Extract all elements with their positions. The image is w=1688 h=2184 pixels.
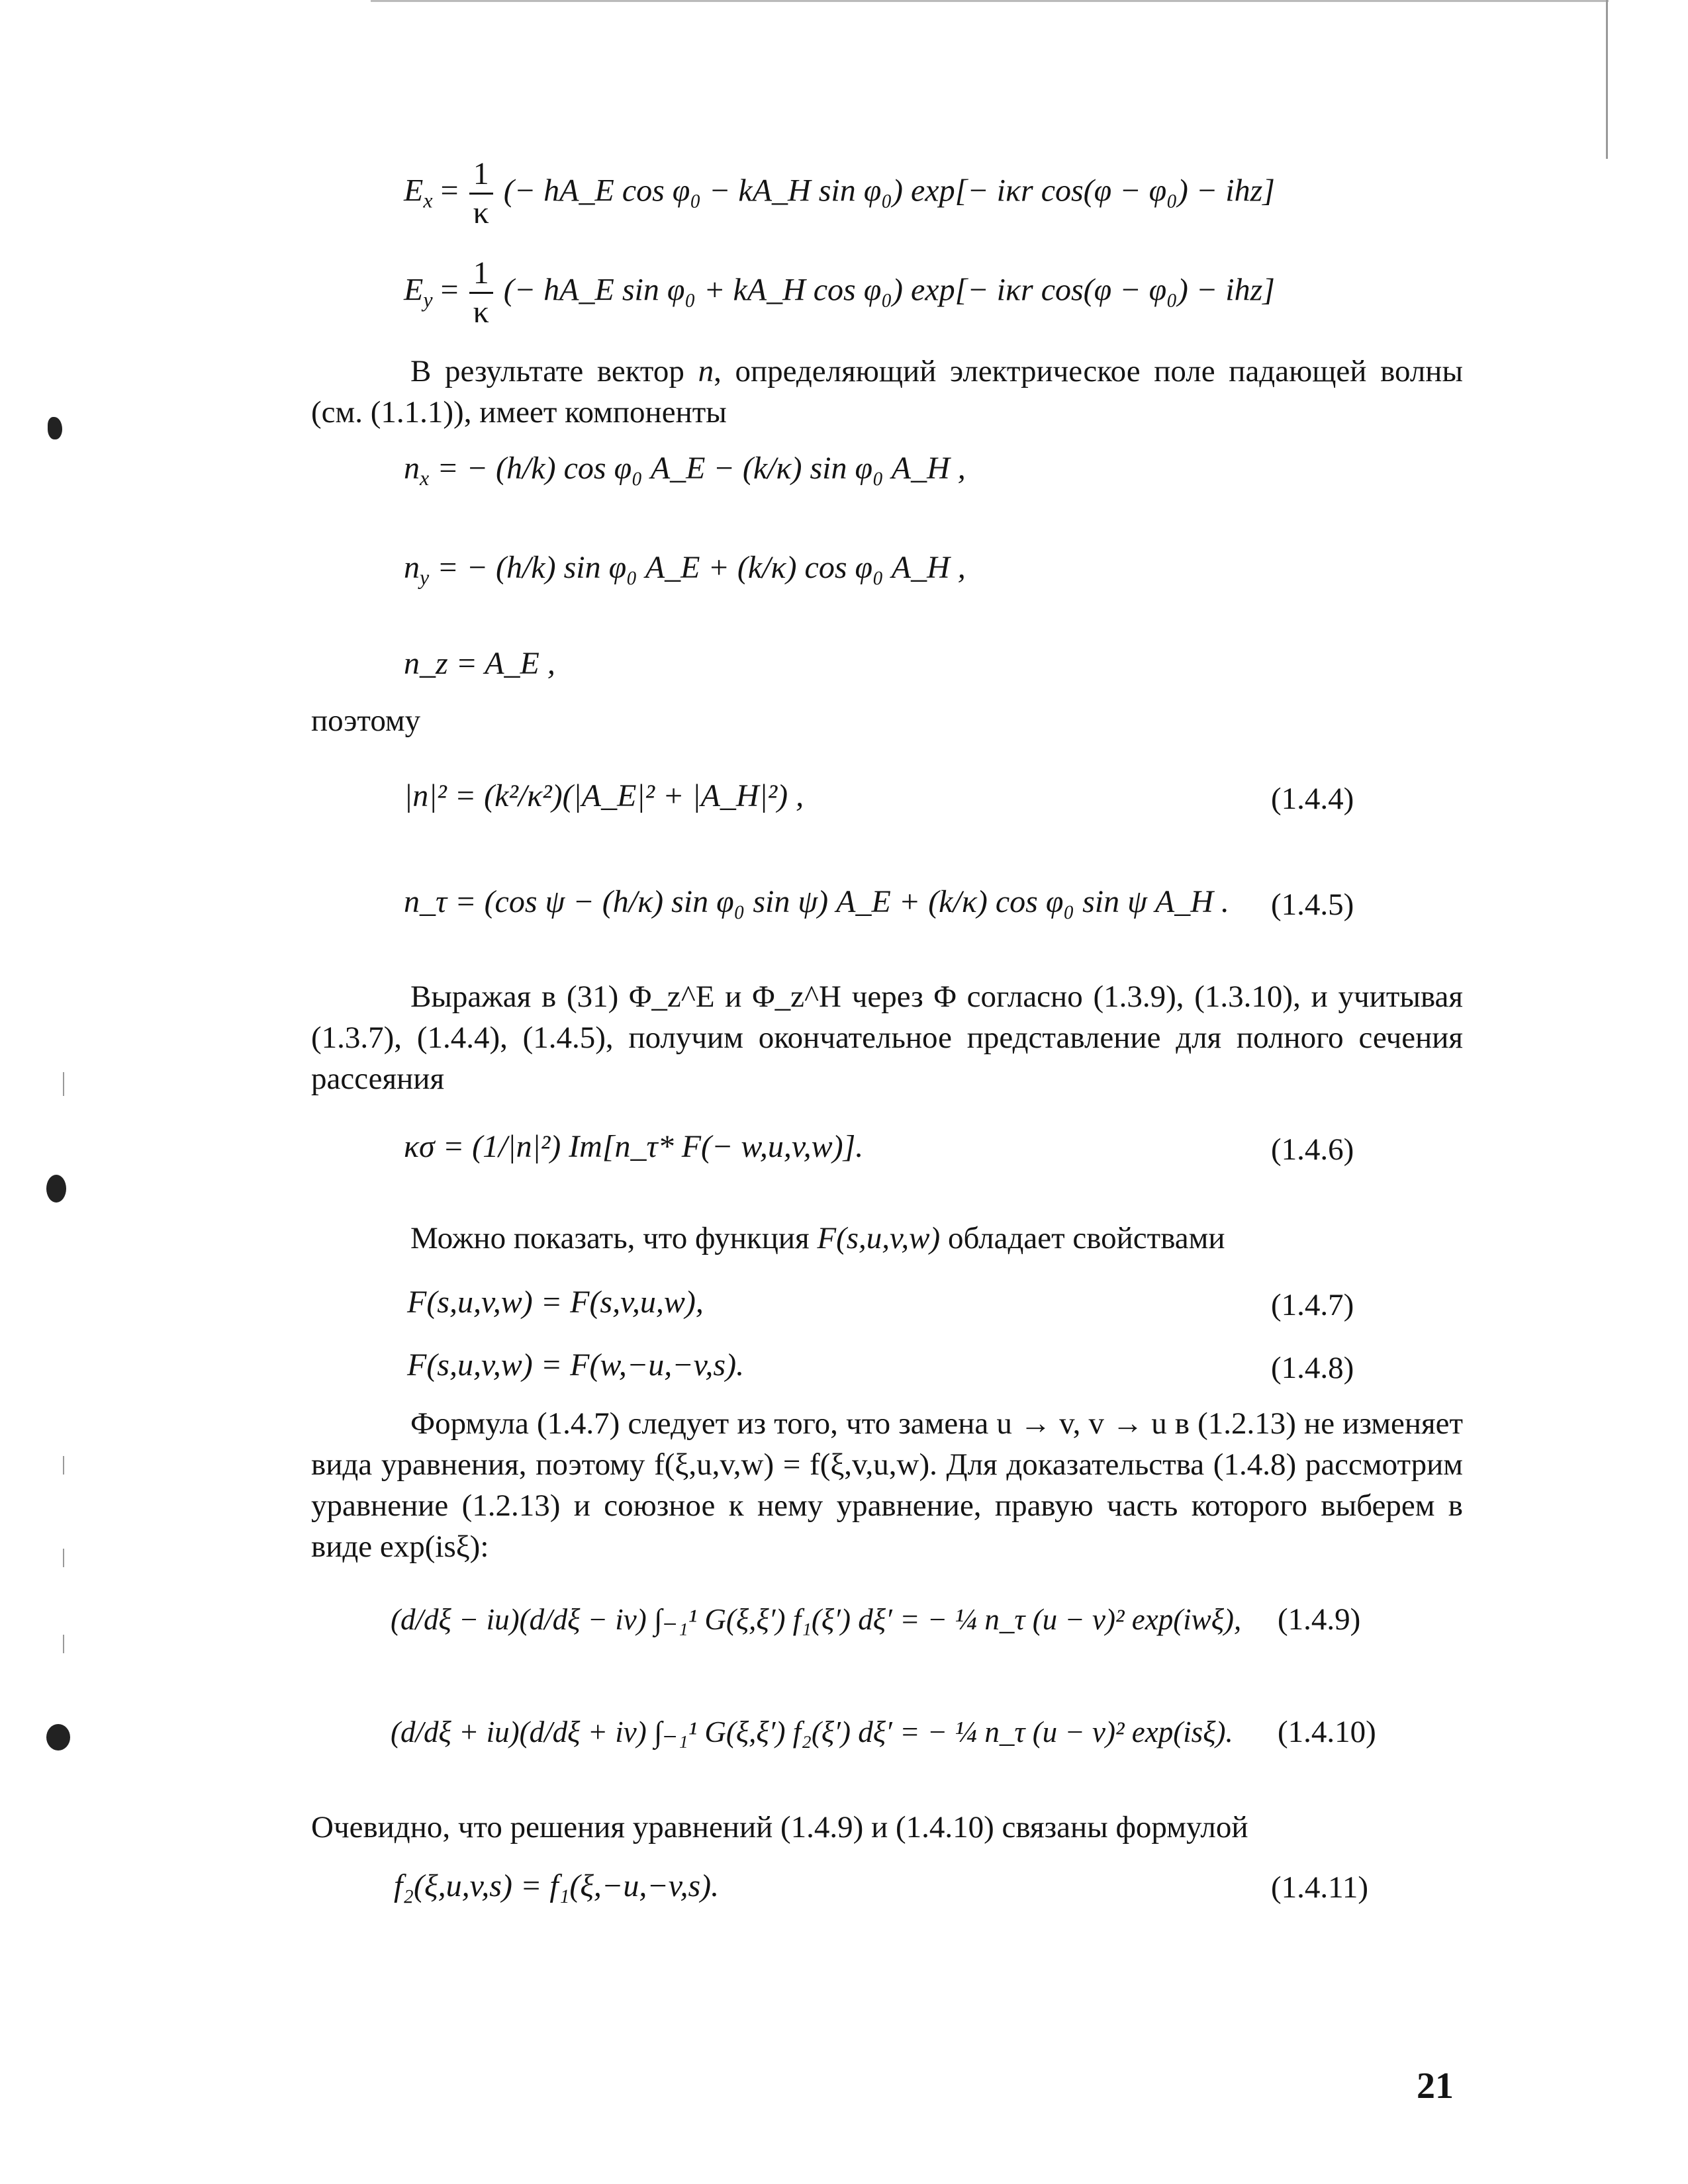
equation-ny: $n_y$ = − (h/k) sin φ₀ A_E + (k/κ) cos φ₀ A_H ,: [404, 550, 966, 589]
scan-tick-4: [63, 1635, 64, 1653]
p4-f: F(s,u,v,w): [817, 1221, 941, 1255]
equation-ex: $E_x$ = $\frac{1}{\kappa}$ (− hA_E cos φ₀ − kA_H sin φ₀) exp[− iκr cos(φ − φ₀) − ihz]: [404, 156, 1275, 230]
paragraph-formula: [311, 1403, 1463, 1567]
eq144-text: |n|² = (k²/κ²)(|A_E|² + |A_H|²) ,: [404, 778, 804, 813]
equation-1-4-7: [407, 1284, 704, 1320]
eqno-1-4-10: (1.4.10): [1278, 1715, 1376, 1749]
p4-a: Можно показать, что функция: [410, 1221, 810, 1255]
p3-text: Выражая в (31) Φ_z^E и Φ_z^H через Φ согласно (1.3.9), (1.3.10), и учитывая (1.3.7), (1.4.4), (1.4.5), получим окончательное представление для полного сечения рассеяния: [311, 979, 1463, 1096]
paragraph-expressing: [311, 976, 1463, 1099]
p1-text: В результате вектор: [410, 354, 684, 388]
ey-sub: y: [423, 287, 433, 312]
eqno-1-4-7: (1.4.7): [1271, 1288, 1354, 1322]
paragraph-therefore: поэтому: [311, 704, 421, 738]
scan-mark-1: [48, 417, 62, 439]
scan-tick-1: [63, 1072, 64, 1096]
page-right-border: [1606, 0, 1608, 159]
p4-b: обладает свойствами: [947, 1221, 1225, 1255]
paragraph-function-properties: [311, 1218, 1463, 1259]
ex-sub: x: [423, 188, 433, 212]
equation-1-4-11: [394, 1868, 719, 1904]
ny-rhs: = − (h/k) sin φ₀ A_E + (k/κ) cos φ₀ A_H ,: [437, 550, 966, 585]
eq146-text: κσ = (1/|n|²) Im[n_τ* F(− w,u,v,w)].: [404, 1129, 864, 1164]
equation-1-4-6: [404, 1128, 863, 1165]
scan-tick-3: [63, 1549, 64, 1567]
equation-1-4-9: [391, 1602, 1241, 1637]
equation-nx: $n_x$ = − (h/k) cos φ₀ A_E − (k/κ) sin φ₀ A_H ,: [404, 451, 966, 490]
ex-lhs: E: [404, 173, 424, 208]
equation-1-4-4: [404, 778, 804, 814]
equation-1-4-10: [391, 1714, 1233, 1749]
eqno-1-4-4: (1.4.4): [1271, 782, 1354, 816]
ey-num: 1: [469, 255, 493, 294]
equation-1-4-8: [407, 1347, 744, 1383]
eq148-text: F(s,u,v,w) = F(w,−u,−v,s).: [407, 1347, 745, 1383]
scan-mark-2: [46, 1175, 66, 1203]
nx-rhs: = − (h/k) cos φ₀ A_E − (k/κ) sin φ₀ A_H ,: [437, 451, 966, 486]
ex-num: 1: [469, 156, 493, 195]
eqno-1-4-9: (1.4.9): [1278, 1602, 1361, 1637]
equation-nz: [404, 645, 555, 682]
eq1411-text: f₂(ξ,u,v,s) = f₁(ξ,−u,−v,s).: [394, 1868, 720, 1903]
paragraph-vector-n: [311, 351, 1463, 433]
nz-rhs: n_z = A_E ,: [404, 646, 555, 681]
p1-vector: n: [698, 354, 714, 388]
p1-rest: , определяющий электрическое поле падающей волны (см. (1.1.1)), имеет компоненты: [311, 354, 1464, 430]
paragraph-obviously: Очевидно, что решения уравнений (1.4.9) и (1.4.10) связаны формулой: [311, 1810, 1248, 1844]
equation-ey: $E_y$ = $\frac{1}{\kappa}$ (− hA_E sin φ₀ + kA_H cos φ₀) exp[− iκr cos(φ − φ₀) − ihz]: [404, 255, 1275, 330]
page-top-border: [371, 0, 1609, 2]
eq145-text: n_τ = (cos ψ − (h/κ) sin φ₀ sin ψ) A_E + (k/κ) cos φ₀ sin ψ A_H .: [404, 884, 1229, 919]
eqno-1-4-5: (1.4.5): [1271, 887, 1354, 922]
eq1410-text: (d/dξ + iu)(d/dξ + iv) ∫₋₁¹ G(ξ,ξ′) f₂(ξ′) dξ′ = − ¼ n_τ (u − v)² exp(isξ).: [391, 1715, 1233, 1749]
eqno-1-4-11: (1.4.11): [1271, 1870, 1369, 1905]
ey-lhs: E: [404, 272, 424, 308]
ey-den: κ: [473, 295, 489, 330]
ey-fraction: [469, 255, 493, 331]
eqno-1-4-6: (1.4.6): [1271, 1132, 1354, 1167]
ex-fraction: [469, 156, 493, 232]
scan-mark-3: [46, 1724, 70, 1751]
eq147-text: F(s,u,v,w) = F(s,v,u,w),: [407, 1285, 704, 1320]
ex-den: κ: [473, 195, 489, 230]
page-number: 21: [1417, 2066, 1454, 2107]
scan-tick-2: [63, 1456, 64, 1475]
p5-text: Формула (1.4.7) следует из того, что замена u → v, v → u в (1.2.13) не изменяет вида уравнения, поэтому f(ξ,u,v,w) = f(ξ,v,u,w). Для доказательства (1.4.8) рассмотрим уравнение (1.2.13) и союзное к нему уравнение, правую часть которого выберем в виде exp(isξ):: [311, 1406, 1463, 1564]
ey-rest: (− hA_E sin φ₀ + kA_H cos φ₀) exp[− iκr cos(φ − φ₀) − ihz]: [503, 272, 1275, 308]
ex-rest: (− hA_E cos φ₀ − kA_H sin φ₀) exp[− iκr cos(φ − φ₀) − ihz]: [503, 173, 1275, 208]
equation-1-4-5: [404, 884, 1229, 920]
eqno-1-4-8: (1.4.8): [1271, 1351, 1354, 1385]
eq149-text: (d/dξ − iu)(d/dξ − iv) ∫₋₁¹ G(ξ,ξ′) f₁(ξ′) dξ′ = − ¼ n_τ (u − v)² exp(iwξ),: [391, 1603, 1242, 1636]
